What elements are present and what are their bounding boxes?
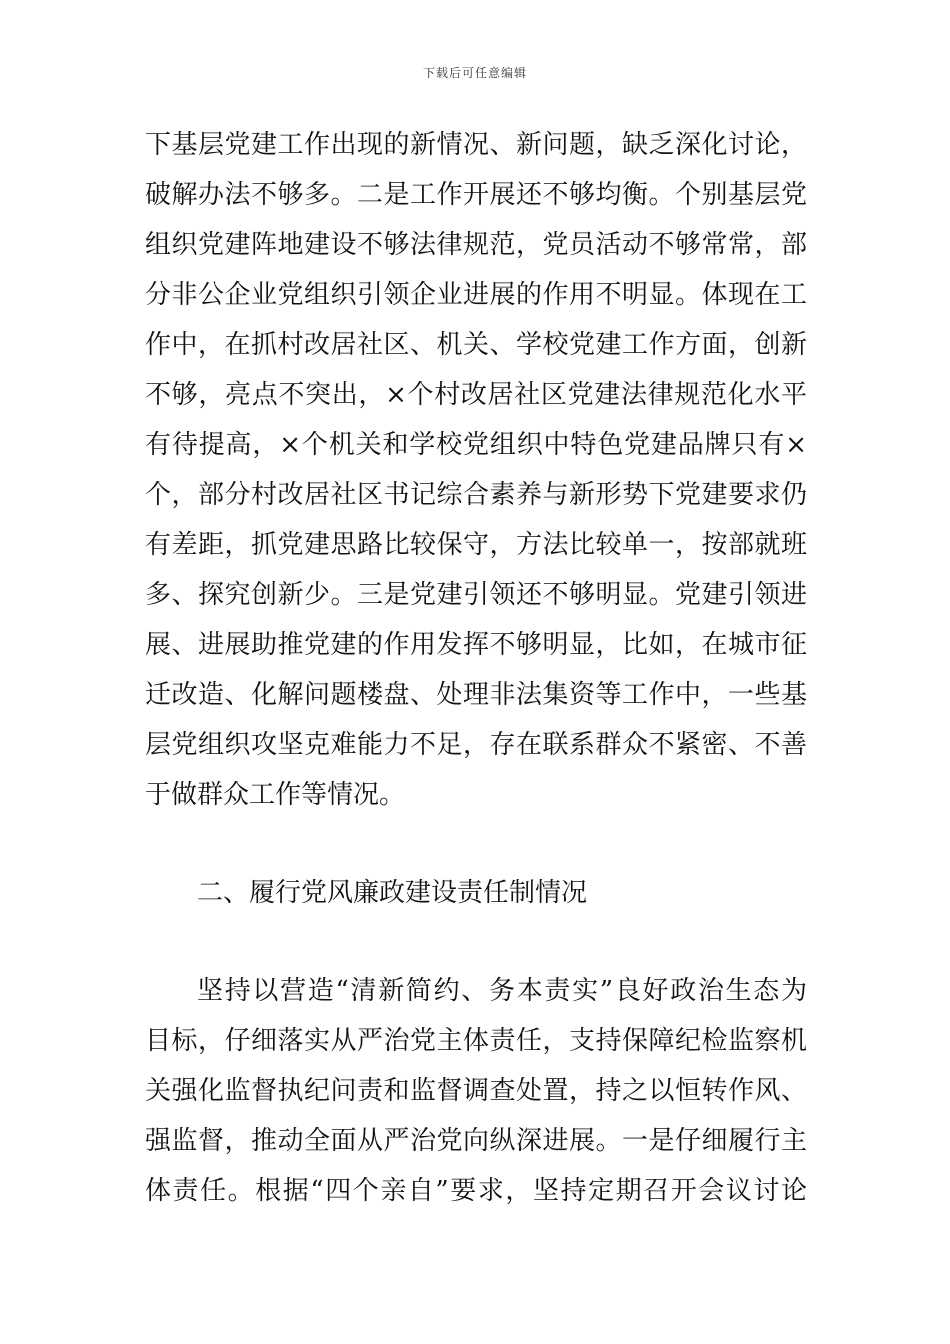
paragraph-1-line: 于做群众工作等情况。 <box>145 780 406 810</box>
paragraph-1-line: 层党组织攻坚克难能力不足，存在联系群众不紧密、不善 <box>145 730 807 760</box>
paragraph-1 <box>145 120 807 820</box>
paragraph-1-line: 迁改造、化解问题楼盘、处理非法集资等工作中，一些基 <box>145 680 807 710</box>
spacer <box>145 918 807 966</box>
paragraph-1-line: 下基层党建工作出现的新情况、新问题，缺乏深化讨论， <box>145 130 807 160</box>
paragraph-2-line: 体责任。根据“四个亲自”要求，坚持定期召开会议讨论 <box>145 1176 807 1206</box>
paragraph-1-line: 分非公企业党组织引领企业进展的作用不明显。体现在工 <box>145 280 807 310</box>
paragraph-2-line: 关强化监督执纪问责和监督调查处置，持之以恒转作风、 <box>145 1076 807 1106</box>
paragraph-1-line: 组织党建阵地建设不够法律规范，党员活动不够常常，部 <box>145 230 807 260</box>
paragraph-2-line: 强监督，推动全面从严治党向纵深进展。一是仔细履行主 <box>145 1126 807 1156</box>
spacer <box>145 820 807 868</box>
paragraph-1-line: 不够，亮点不突出，×个村改居社区党建法律规范化水平 <box>145 380 807 410</box>
paragraph-1-line: 展、进展助推党建的作用发挥不够明显，比如，在城市征 <box>145 630 807 660</box>
paragraph-2-line: 目标，仔细落实从严治党主体责任，支持保障纪检监察机 <box>145 1026 807 1056</box>
page-header: 下载后可任意编辑 <box>422 66 527 80</box>
paragraph-2-line: 坚持以营造“清新简约、务本责实”良好政治生态为 <box>197 976 807 1006</box>
document-body <box>145 120 807 1216</box>
paragraph-1-line: 有待提高，×个机关和学校党组织中特色党建品牌只有× <box>145 430 807 460</box>
section-heading: 二、履行党风廉政建设责任制情况 <box>197 878 588 908</box>
paragraph-2 <box>145 966 807 1216</box>
paragraph-1-line: 作中，在抓村改居社区、机关、学校党建工作方面，创新 <box>145 330 807 360</box>
paragraph-1-line: 破解办法不够多。二是工作开展还不够均衡。个别基层党 <box>145 180 807 210</box>
paragraph-1-line: 有差距，抓党建思路比较保守，方法比较单一，按部就班 <box>145 530 807 560</box>
paragraph-1-line: 多、探究创新少。三是党建引领还不够明显。党建引领进 <box>145 580 807 610</box>
paragraph-1-line: 个，部分村改居社区书记综合素养与新形势下党建要求仍 <box>145 480 807 510</box>
